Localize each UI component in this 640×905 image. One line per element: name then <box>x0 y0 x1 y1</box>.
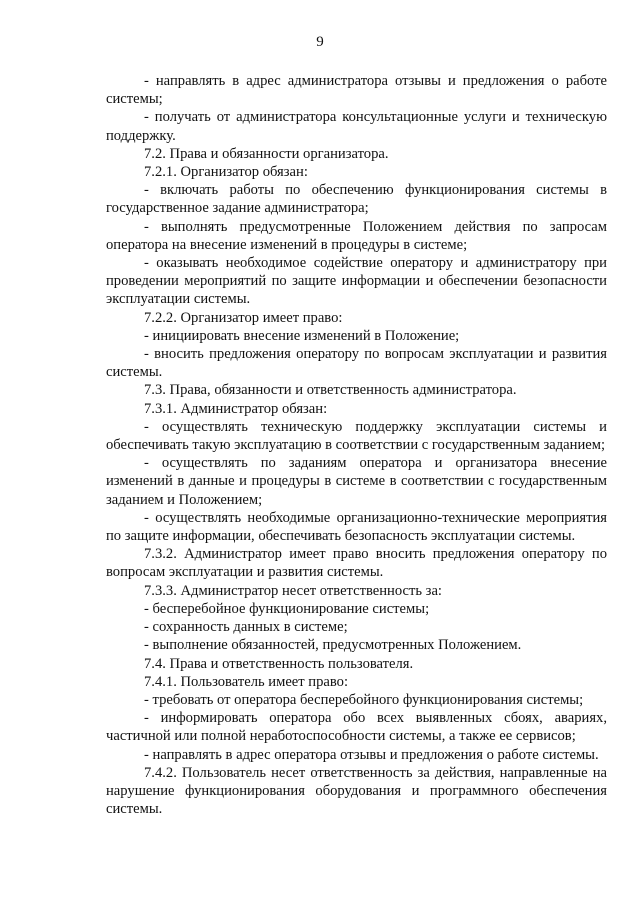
paragraph: 7.3.2. Администратор имеет право вносить предложения оператору по вопросам эксплуатации и развития системы. <box>106 546 607 581</box>
paragraph: - вносить предложения оператору по вопросам эксплуатации и развития системы. <box>106 346 607 381</box>
paragraph: - оказывать необходимое содействие оператору и администратору при проведении мероприятий по защите информации и обеспечении безопасности эксплуатации системы. <box>106 255 607 308</box>
section-heading: 7.3. Права, обязанности и ответственность администратора. <box>144 382 517 399</box>
document-body <box>106 72 607 818</box>
paragraph: - выполнять предусмотренные Положением действия по запросам оператора на внесение изменений в процедуры в системе; <box>106 218 607 253</box>
subsection-heading: 7.3.3. Администратор несет ответственность за: <box>144 582 442 599</box>
subsection-heading: 7.2.2. Организатор имеет право: <box>144 309 343 326</box>
subsection-heading: 7.3.1. Администратор обязан: <box>144 400 328 417</box>
section-heading: 7.2. Права и обязанности организатора. <box>144 145 389 162</box>
paragraph: - осуществлять по заданиям оператора и организатора внесение изменений в данные и процедуры в системе в соответствии с государственным заданием и Положением; <box>106 455 607 508</box>
paragraph: - осуществлять техническую поддержку эксплуатации системы и обеспечивать такую эксплуатацию в соответствии с государственным заданием; <box>106 418 607 454</box>
paragraph: - осуществлять необходимые организационно-технические мероприятия по защите информации, обеспечивать безопасность эксплуатации системы. <box>106 509 607 545</box>
paragraph: - инициировать внесение изменений в Положение; <box>144 327 460 344</box>
paragraph: - направлять в адрес оператора отзывы и предложения о работе системы. <box>144 746 599 763</box>
paragraph: - включать работы по обеспечению функционирования системы в государственное задание администратора; <box>106 182 607 217</box>
paragraph: - выполнение обязанностей, предусмотренных Положением. <box>144 637 522 654</box>
subsection-heading: 7.4.1. Пользователь имеет право: <box>144 673 349 690</box>
page-number: 9 <box>316 34 324 50</box>
paragraph: - бесперебойное функционирование системы; <box>144 600 430 617</box>
paragraph: - требовать от оператора бесперебойного функционирования системы; <box>144 691 584 708</box>
paragraph: - получать от администратора консультационные услуги и техническую поддержку. <box>106 109 607 144</box>
paragraph: - сохранность данных в системе; <box>144 619 348 636</box>
paragraph: - информировать оператора обо всех выявленных сбоях, авариях, частичной или полной неработоспособности системы, а также ее сервисов; <box>106 710 607 745</box>
subsection-heading: 7.2.1. Организатор обязан: <box>144 164 308 181</box>
paragraph: 7.4.2. Пользователь несет ответственность за действия, направленные на нарушение функционирования оборудования и программного обеспечения системы. <box>106 764 607 818</box>
paragraph: - направлять в адрес администратора отзывы и предложения о работе системы; <box>106 73 607 108</box>
section-heading: 7.4. Права и ответственность пользователя. <box>144 655 414 672</box>
